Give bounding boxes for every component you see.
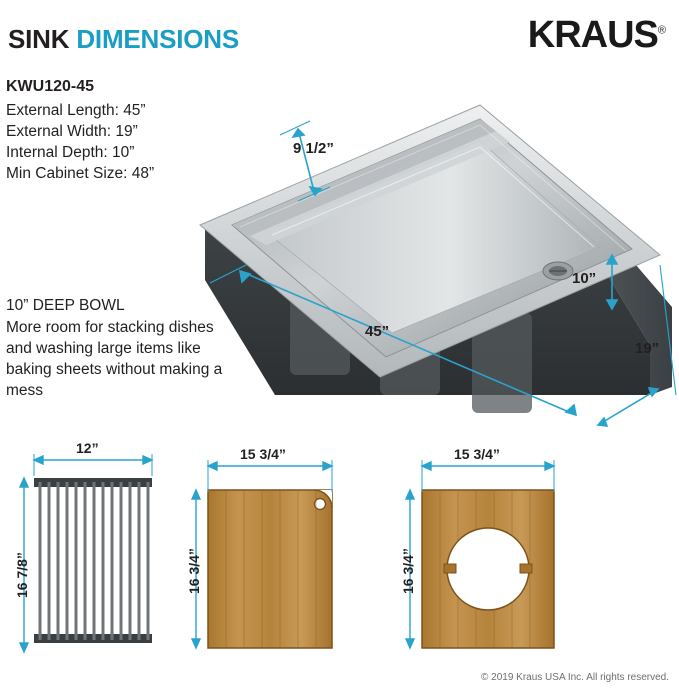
cutting-board-drawing bbox=[186, 452, 356, 672]
cutting-board-height-label: 16 3/4” bbox=[186, 548, 202, 594]
page-title bbox=[8, 24, 239, 55]
serving-board-height-label: 16 3/4” bbox=[400, 548, 416, 594]
accessory-bamboo-cutting-board bbox=[186, 446, 356, 672]
spec-internal-depth: Internal Depth: 10” bbox=[6, 144, 135, 161]
serving-board-drawing bbox=[398, 452, 578, 672]
accessory-bamboo-serving-board bbox=[398, 446, 578, 672]
dim-length: 45” bbox=[365, 323, 390, 340]
registered-trademark-icon: ® bbox=[657, 24, 665, 37]
dim-depth: 10” bbox=[572, 270, 597, 287]
sink-illustration bbox=[180, 95, 679, 435]
accessory-roll-up-drying-rack bbox=[14, 440, 168, 672]
feature-body: More room for stacking dishes and washing large items like baking sheets without making a mess bbox=[6, 319, 223, 399]
spec-min-cabinet-size: Min Cabinet Size: 48” bbox=[6, 165, 155, 182]
serving-board-width-label: 15 3/4” bbox=[454, 446, 500, 462]
model-number: KWU120-45 bbox=[6, 78, 95, 95]
spec-external-width: External Width: 19” bbox=[6, 123, 138, 140]
spec-list bbox=[6, 100, 154, 184]
cutting-board-width-label: 15 3/4” bbox=[240, 446, 286, 462]
rack-height-label: 16 7/8” bbox=[14, 552, 30, 598]
spec-external-length: External Length: 45” bbox=[6, 102, 146, 119]
dim-interior-width: 9 1/2” bbox=[293, 140, 334, 157]
brand-logo-text: KRAUS bbox=[527, 14, 658, 56]
page-title-part2: DIMENSIONS bbox=[76, 24, 240, 54]
copyright-notice: © 2019 Kraus USA Inc. All rights reserved. bbox=[480, 672, 669, 683]
dim-width: 19” bbox=[635, 340, 660, 357]
roll-up-rack-drawing bbox=[18, 452, 168, 672]
page-title-part1: SINK bbox=[8, 24, 77, 54]
brand-logo bbox=[528, 14, 665, 57]
sink-drawing bbox=[180, 95, 679, 435]
rack-width-label: 12” bbox=[76, 440, 99, 456]
feature-heading: 10” DEEP BOWL bbox=[6, 297, 125, 314]
